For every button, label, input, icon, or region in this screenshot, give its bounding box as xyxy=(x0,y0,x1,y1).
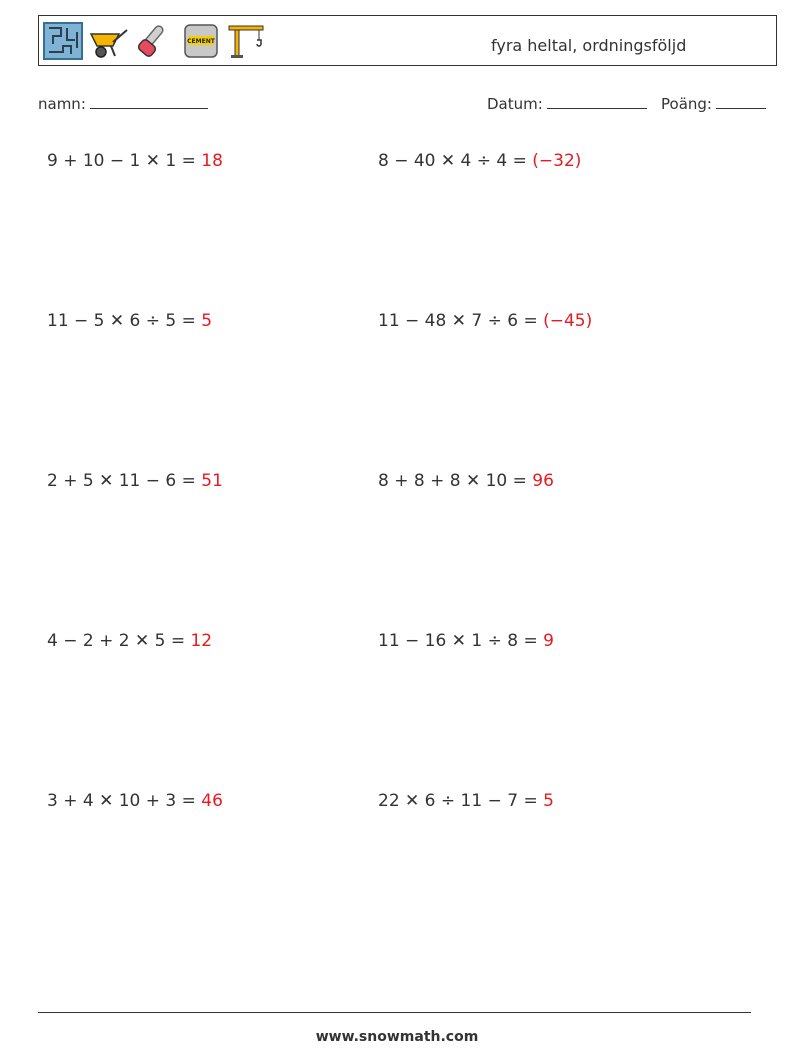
problem-9 xyxy=(47,791,223,811)
problem-answer: 9 xyxy=(543,631,554,651)
problem-expression: 22 ✕ 6 ÷ 11 − 7 = xyxy=(378,791,538,811)
problem-expression: 11 − 48 ✕ 7 ÷ 6 = xyxy=(378,311,538,331)
footer-url[interactable]: www.snowmath.com xyxy=(315,1029,479,1045)
header-icons xyxy=(43,22,267,60)
problem-answer: 46 xyxy=(201,791,223,811)
problem-answer: 5 xyxy=(201,311,213,331)
problem-expression: 11 − 16 ✕ 1 ÷ 8 = xyxy=(378,631,538,651)
problem-answer: 12 xyxy=(190,631,213,651)
footer-divider xyxy=(38,1012,751,1013)
problem-3 xyxy=(47,311,212,331)
problem-5 xyxy=(47,471,223,491)
worksheet-header xyxy=(38,15,777,66)
crane-icon xyxy=(227,22,267,60)
chainsaw-icon xyxy=(135,22,175,60)
name-label: namn: xyxy=(38,95,86,113)
problem-answer: (−45) xyxy=(543,311,593,331)
worksheet-title: fyra heltal, ordningsföljd xyxy=(491,36,687,55)
score-label: Poäng: xyxy=(661,95,712,113)
problem-answer: (−32) xyxy=(532,151,582,171)
date-blank[interactable] xyxy=(547,94,647,109)
problem-answer: 18 xyxy=(201,151,223,171)
problem-4 xyxy=(378,311,592,331)
maze-icon xyxy=(43,22,83,60)
problem-expression: 9 + 10 − 1 ✕ 1 = xyxy=(47,151,196,171)
name-field xyxy=(38,94,208,113)
date-label: Datum: xyxy=(487,95,543,113)
svg-text:CEMENT: CEMENT xyxy=(187,38,215,45)
problem-10 xyxy=(378,791,554,811)
problem-expression: 3 + 4 ✕ 10 + 3 = xyxy=(47,791,196,811)
problem-7 xyxy=(47,631,212,651)
problem-expression: 11 − 5 ✕ 6 ÷ 5 = xyxy=(47,311,196,331)
name-blank[interactable] xyxy=(90,94,208,109)
problem-expression: 8 + 8 + 8 ✕ 10 = xyxy=(378,471,527,491)
problem-answer: 5 xyxy=(543,791,554,811)
score-field xyxy=(661,94,766,113)
problem-6 xyxy=(378,471,554,491)
problem-answer: 51 xyxy=(201,471,223,491)
wheelbarrow-icon xyxy=(89,22,129,60)
score-blank[interactable] xyxy=(716,94,766,109)
problem-expression: 8 − 40 ✕ 4 ÷ 4 = xyxy=(378,151,527,171)
problem-expression: 4 − 2 + 2 ✕ 5 = xyxy=(47,631,186,651)
date-field xyxy=(487,94,647,113)
problem-8 xyxy=(378,631,554,651)
cement-bag-icon xyxy=(181,22,221,60)
problem-answer: 96 xyxy=(532,471,554,491)
problem-1 xyxy=(47,151,223,171)
problem-expression: 2 + 5 ✕ 11 − 6 = xyxy=(47,471,196,491)
problem-2 xyxy=(378,151,581,171)
